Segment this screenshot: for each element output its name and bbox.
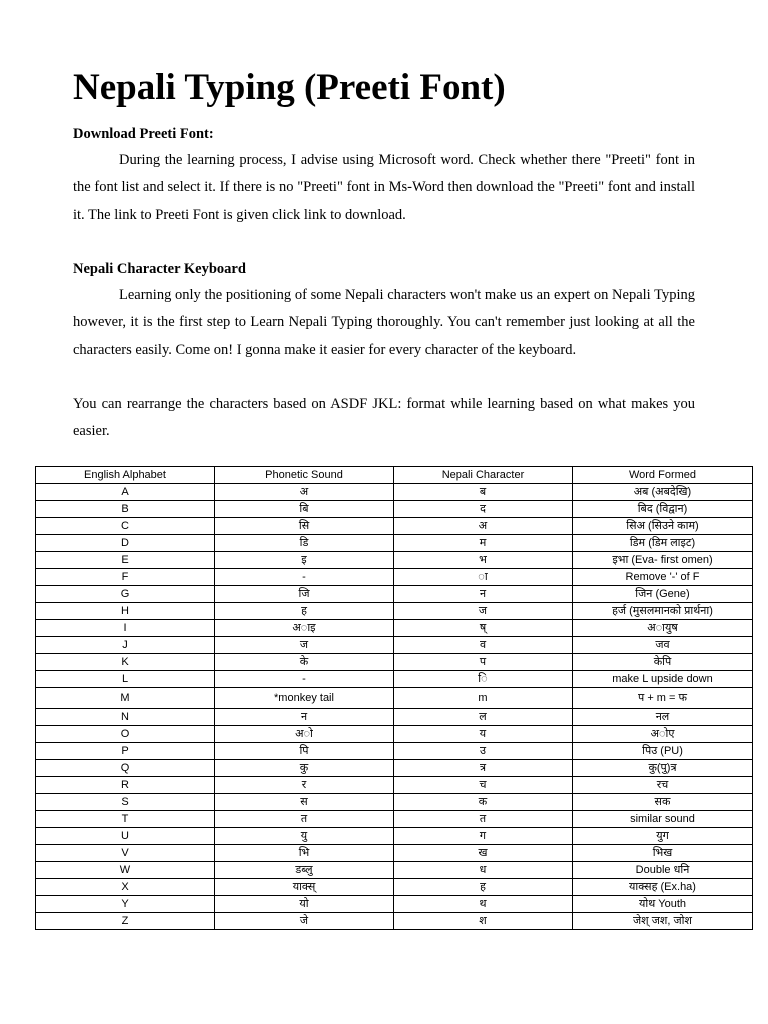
table-row — [36, 552, 753, 569]
cell-phonetic-sound: ह — [215, 603, 394, 620]
cell-english-alphabet: T — [36, 811, 215, 828]
cell-english-alphabet: W — [36, 862, 215, 879]
table-row — [36, 896, 753, 913]
cell-nepali-character: ष् — [394, 620, 573, 637]
cell-phonetic-sound: - — [215, 569, 394, 586]
cell-english-alphabet: U — [36, 828, 215, 845]
cell-english-alphabet: N — [36, 709, 215, 726]
paragraph-download — [73, 147, 695, 229]
cell-english-alphabet: H — [36, 603, 215, 620]
table-row — [36, 654, 753, 671]
table-row — [36, 913, 753, 930]
cell-nepali-character: ा — [394, 569, 573, 586]
cell-word-formed: नल — [573, 709, 753, 726]
cell-word-formed: make L upside down — [573, 671, 753, 688]
cell-english-alphabet: A — [36, 484, 215, 501]
cell-nepali-character: ख — [394, 845, 573, 862]
cell-english-alphabet: I — [36, 620, 215, 637]
cell-word-formed: डिम (डिम लाइट) — [573, 535, 753, 552]
cell-word-formed: अोए — [573, 726, 753, 743]
cell-word-formed: Double धनि — [573, 862, 753, 879]
cell-nepali-character: थ — [394, 896, 573, 913]
table-row — [36, 586, 753, 603]
cell-word-formed: सिअ (सिउने काम) — [573, 518, 753, 535]
paragraph-keyboard-intro — [73, 282, 695, 364]
table-row — [36, 535, 753, 552]
cell-nepali-character: प — [394, 654, 573, 671]
cell-nepali-character: ग — [394, 828, 573, 845]
cell-nepali-character: ह — [394, 879, 573, 896]
cell-english-alphabet: J — [36, 637, 215, 654]
cell-english-alphabet: B — [36, 501, 215, 518]
paragraph-download-text: During the learning process, I advise using Microsoft word. Check whether there "Preeti" font in the font list and select it. If there is no "Preeti" font in Ms-Word then download the "Preeti" font and install it. The link to Preeti Font is given click link to download. — [73, 152, 695, 223]
paragraph-keyboard-intro-text: Learning only the positioning of some Nepali characters won't make us an expert on Nepali Typing however, it is the first step to Learn Nepali Typing thoroughly. You can't remember just looking at all the characters easily. Come on! I gonna make it easier for every character of the keyboard. — [73, 287, 695, 358]
cell-english-alphabet: D — [36, 535, 215, 552]
cell-english-alphabet: K — [36, 654, 215, 671]
table-row — [36, 811, 753, 828]
cell-phonetic-sound: के — [215, 654, 394, 671]
cell-phonetic-sound: बि — [215, 501, 394, 518]
cell-word-formed: याक्सह (Ex.ha) — [573, 879, 753, 896]
cell-word-formed: जिन (Gene) — [573, 586, 753, 603]
table-row — [36, 760, 753, 777]
table-row — [36, 726, 753, 743]
cell-word-formed: बिद (विद्वान) — [573, 501, 753, 518]
cell-english-alphabet: Z — [36, 913, 215, 930]
cell-nepali-character: भ — [394, 552, 573, 569]
cell-phonetic-sound: यो — [215, 896, 394, 913]
cell-nepali-character: ब — [394, 484, 573, 501]
cell-phonetic-sound: डि — [215, 535, 394, 552]
cell-nepali-character: ध — [394, 862, 573, 879]
cell-phonetic-sound: भि — [215, 845, 394, 862]
cell-word-formed: कु(पु)त्र — [573, 760, 753, 777]
cell-phonetic-sound: पि — [215, 743, 394, 760]
table-row — [36, 620, 753, 637]
table-row — [36, 569, 753, 586]
cell-english-alphabet: P — [36, 743, 215, 760]
cell-word-formed: जव — [573, 637, 753, 654]
cell-english-alphabet: E — [36, 552, 215, 569]
cell-phonetic-sound: - — [215, 671, 394, 688]
cell-phonetic-sound: जि — [215, 586, 394, 603]
cell-nepali-character: m — [394, 688, 573, 709]
table-row — [36, 484, 753, 501]
cell-phonetic-sound: अाइ — [215, 620, 394, 637]
cell-phonetic-sound: र — [215, 777, 394, 794]
table-row — [36, 709, 753, 726]
cell-nepali-character: अ — [394, 518, 573, 535]
cell-word-formed: योथ Youth — [573, 896, 753, 913]
cell-word-formed: अब (अबदेखि) — [573, 484, 753, 501]
cell-word-formed: हर्ज (मुसलमानको प्रार्थना) — [573, 603, 753, 620]
header-english-alphabet: English Alphabet — [36, 467, 215, 484]
cell-nepali-character: क — [394, 794, 573, 811]
cell-english-alphabet: X — [36, 879, 215, 896]
table-row — [36, 794, 753, 811]
cell-phonetic-sound: डब्लु — [215, 862, 394, 879]
cell-phonetic-sound: कु — [215, 760, 394, 777]
cell-nepali-character: श — [394, 913, 573, 930]
cell-phonetic-sound: स — [215, 794, 394, 811]
table-row — [36, 671, 753, 688]
table-row — [36, 743, 753, 760]
cell-english-alphabet: Y — [36, 896, 215, 913]
cell-phonetic-sound: याक्स् — [215, 879, 394, 896]
cell-word-formed: अायुष — [573, 620, 753, 637]
cell-word-formed: प + m = फ — [573, 688, 753, 709]
cell-phonetic-sound: न — [215, 709, 394, 726]
section-heading-keyboard: Nepali Character Keyboard — [73, 261, 246, 277]
cell-english-alphabet: V — [36, 845, 215, 862]
table-row — [36, 828, 753, 845]
header-nepali-character: Nepali Character — [394, 467, 573, 484]
header-word-formed: Word Formed — [573, 467, 753, 484]
cell-phonetic-sound: यु — [215, 828, 394, 845]
table-row — [36, 518, 753, 535]
cell-word-formed: रच — [573, 777, 753, 794]
cell-english-alphabet: S — [36, 794, 215, 811]
cell-phonetic-sound: ज — [215, 637, 394, 654]
cell-word-formed: इभा (Eva- first omen) — [573, 552, 753, 569]
cell-nepali-character: द — [394, 501, 573, 518]
cell-nepali-character: त्र — [394, 760, 573, 777]
cell-nepali-character: न — [394, 586, 573, 603]
cell-english-alphabet: Q — [36, 760, 215, 777]
table-row — [36, 845, 753, 862]
cell-word-formed: युग — [573, 828, 753, 845]
cell-word-formed: similar sound — [573, 811, 753, 828]
cell-nepali-character: त — [394, 811, 573, 828]
cell-word-formed: केपि — [573, 654, 753, 671]
cell-phonetic-sound: अ — [215, 484, 394, 501]
cell-word-formed: पिउ (PU) — [573, 743, 753, 760]
character-table — [35, 466, 753, 930]
table-row — [36, 501, 753, 518]
cell-phonetic-sound: जे — [215, 913, 394, 930]
cell-nepali-character: य — [394, 726, 573, 743]
table-body — [36, 484, 753, 930]
cell-phonetic-sound: अो — [215, 726, 394, 743]
cell-phonetic-sound: *monkey tail — [215, 688, 394, 709]
header-phonetic-sound: Phonetic Sound — [215, 467, 394, 484]
cell-english-alphabet: F — [36, 569, 215, 586]
cell-nepali-character: ज — [394, 603, 573, 620]
cell-english-alphabet: O — [36, 726, 215, 743]
cell-word-formed: जेश् जश, जोश — [573, 913, 753, 930]
cell-nepali-character: म — [394, 535, 573, 552]
page-title: Nepali Typing (Preeti Font) — [73, 67, 506, 108]
table-row — [36, 637, 753, 654]
cell-nepali-character: व — [394, 637, 573, 654]
cell-nepali-character: ि — [394, 671, 573, 688]
cell-nepali-character: ल — [394, 709, 573, 726]
table-row — [36, 862, 753, 879]
table-row — [36, 688, 753, 709]
cell-english-alphabet: R — [36, 777, 215, 794]
cell-nepali-character: च — [394, 777, 573, 794]
cell-english-alphabet: L — [36, 671, 215, 688]
table-row — [36, 603, 753, 620]
table-row — [36, 777, 753, 794]
cell-phonetic-sound: त — [215, 811, 394, 828]
cell-word-formed: भिख — [573, 845, 753, 862]
section-heading-download: Download Preeti Font: — [73, 126, 214, 142]
table-row — [36, 879, 753, 896]
cell-word-formed: Remove '-' of F — [573, 569, 753, 586]
table-header-row — [36, 467, 753, 484]
cell-english-alphabet: G — [36, 586, 215, 603]
cell-english-alphabet: C — [36, 518, 215, 535]
paragraph-keyboard-format: You can rearrange the characters based on ASDF JKL: format while learning based on what makes you easier. — [73, 396, 695, 440]
cell-word-formed: सक — [573, 794, 753, 811]
cell-phonetic-sound: इ — [215, 552, 394, 569]
cell-nepali-character: उ — [394, 743, 573, 760]
cell-phonetic-sound: सि — [215, 518, 394, 535]
cell-english-alphabet: M — [36, 688, 215, 709]
